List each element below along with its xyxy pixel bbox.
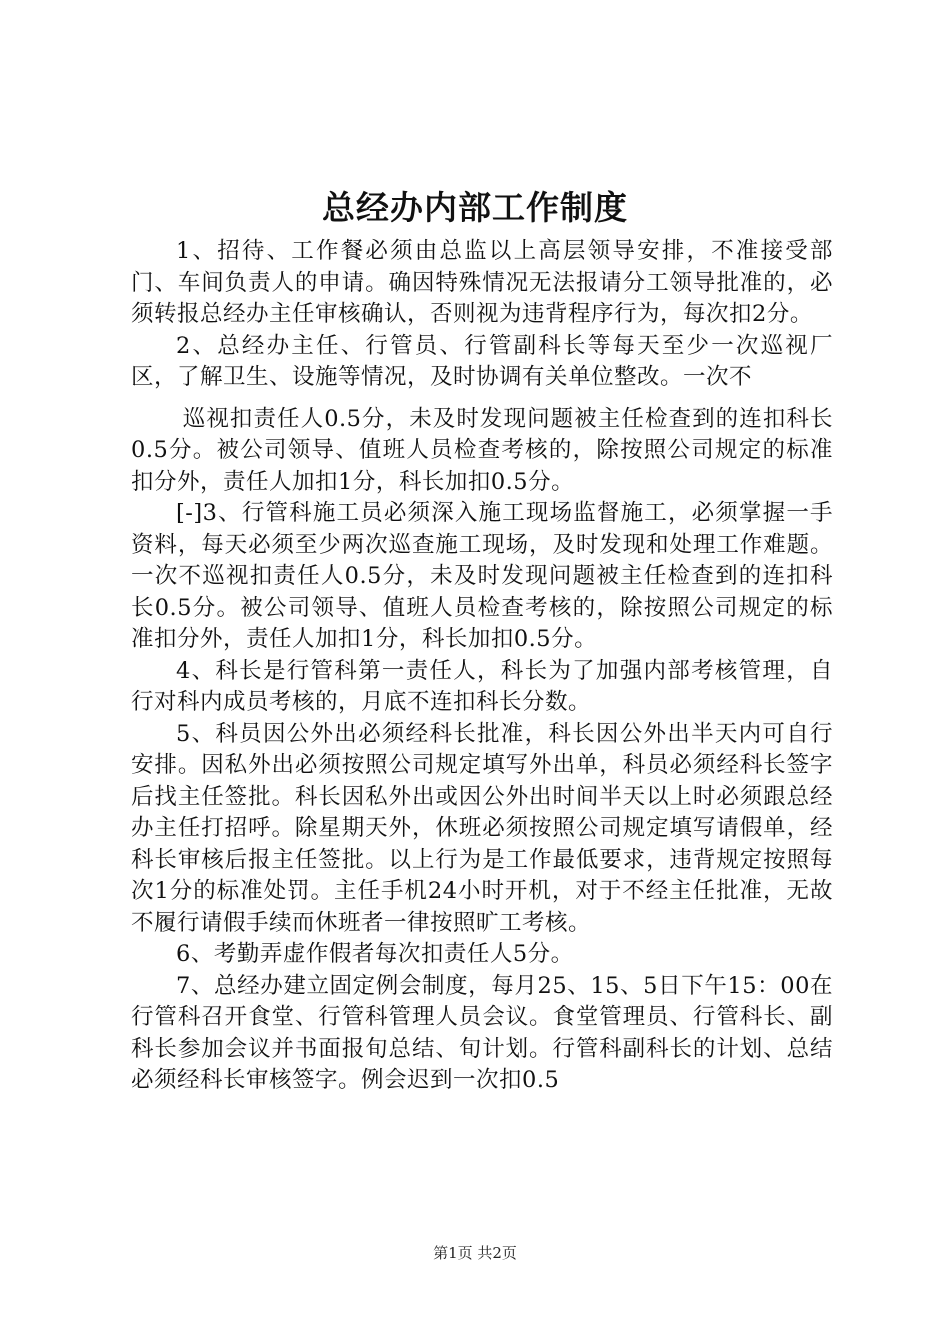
paragraph-7: 7、总经办建立固定例会制度，每月25、15、5日下午15：00在行管科召开食堂、行管科管理人员会议。食堂管理员、行管科长、副科长参加会议并书面报旬总结、旬计划。行管科副科长的计划、总结必须经科长审核签字。例会迟到一次扣0.5 <box>131 972 833 1093</box>
paragraph-6: 6、考勤弄虚作假者每次扣责任人5分。 <box>176 941 574 967</box>
document-body <box>131 236 833 1097</box>
document-title: 总经办内部工作制度 <box>322 188 628 227</box>
page-number-footer: 第1页 共2页 <box>433 1244 517 1262</box>
paragraph-1: 1、招待、工作餐必须由总监以上高层领导安排，不准接受部门、车间负责人的申请。确因特殊情况无法报请分工领导批准的，必须转报总经办主任审核确认，否则视为违背程序行为，每次扣2分。 <box>131 238 833 327</box>
paragraph-4: 4、科长是行管科第一责任人，科长为了加强内部考核管理，自行对科内成员考核的，月底不连扣科长分数。 <box>131 657 833 715</box>
paragraph-3: [-]3、行管科施工员必须深入施工现场监督施工，必须掌握一手资料，每天必须至少两次巡查施工现场，及时发现和处理工作难题。一次不巡视扣责任人0.5分，未及时发现问题被主任检查到的连扣科长0.5分。被公司领导、值班人员检查考核的，除按照公司规定的标准扣分外，责任人加扣1分，科长加扣0.5分。 <box>131 500 833 652</box>
paragraph-2: 2、总经办主任、行管员、行管副科长等每天至少一次巡视厂区，了解卫生、设施等情况，及时协调有关单位整改。一次不 <box>131 332 833 390</box>
paragraph-2-continued: 巡视扣责任人0.5分，未及时发现问题被主任检查到的连扣科长0.5分。被公司领导、值班人员检查考核的，除按照公司规定的标准扣分外，责任人加扣1分，科长加扣0.5分。 <box>131 405 833 495</box>
paragraph-5: 5、科员因公外出必须经科长批准，科长因公外出半天内可自行安排。因私外出必须按照公司规定填写外出单，科员必须经科长签字后找主任签批。科长因私外出或因公外出时间半天以上时必须跟总经办主任打招呼。除星期天外，休班必须按照公司规定填写请假单，经科长审核后报主任签批。以上行为是工作最低要求，违背规定按照每次1分的标准处罚。主任手机24小时开机，对于不经主任批准，无故不履行请假手续而休班者一律按照旷工考核。 <box>131 720 833 936</box>
